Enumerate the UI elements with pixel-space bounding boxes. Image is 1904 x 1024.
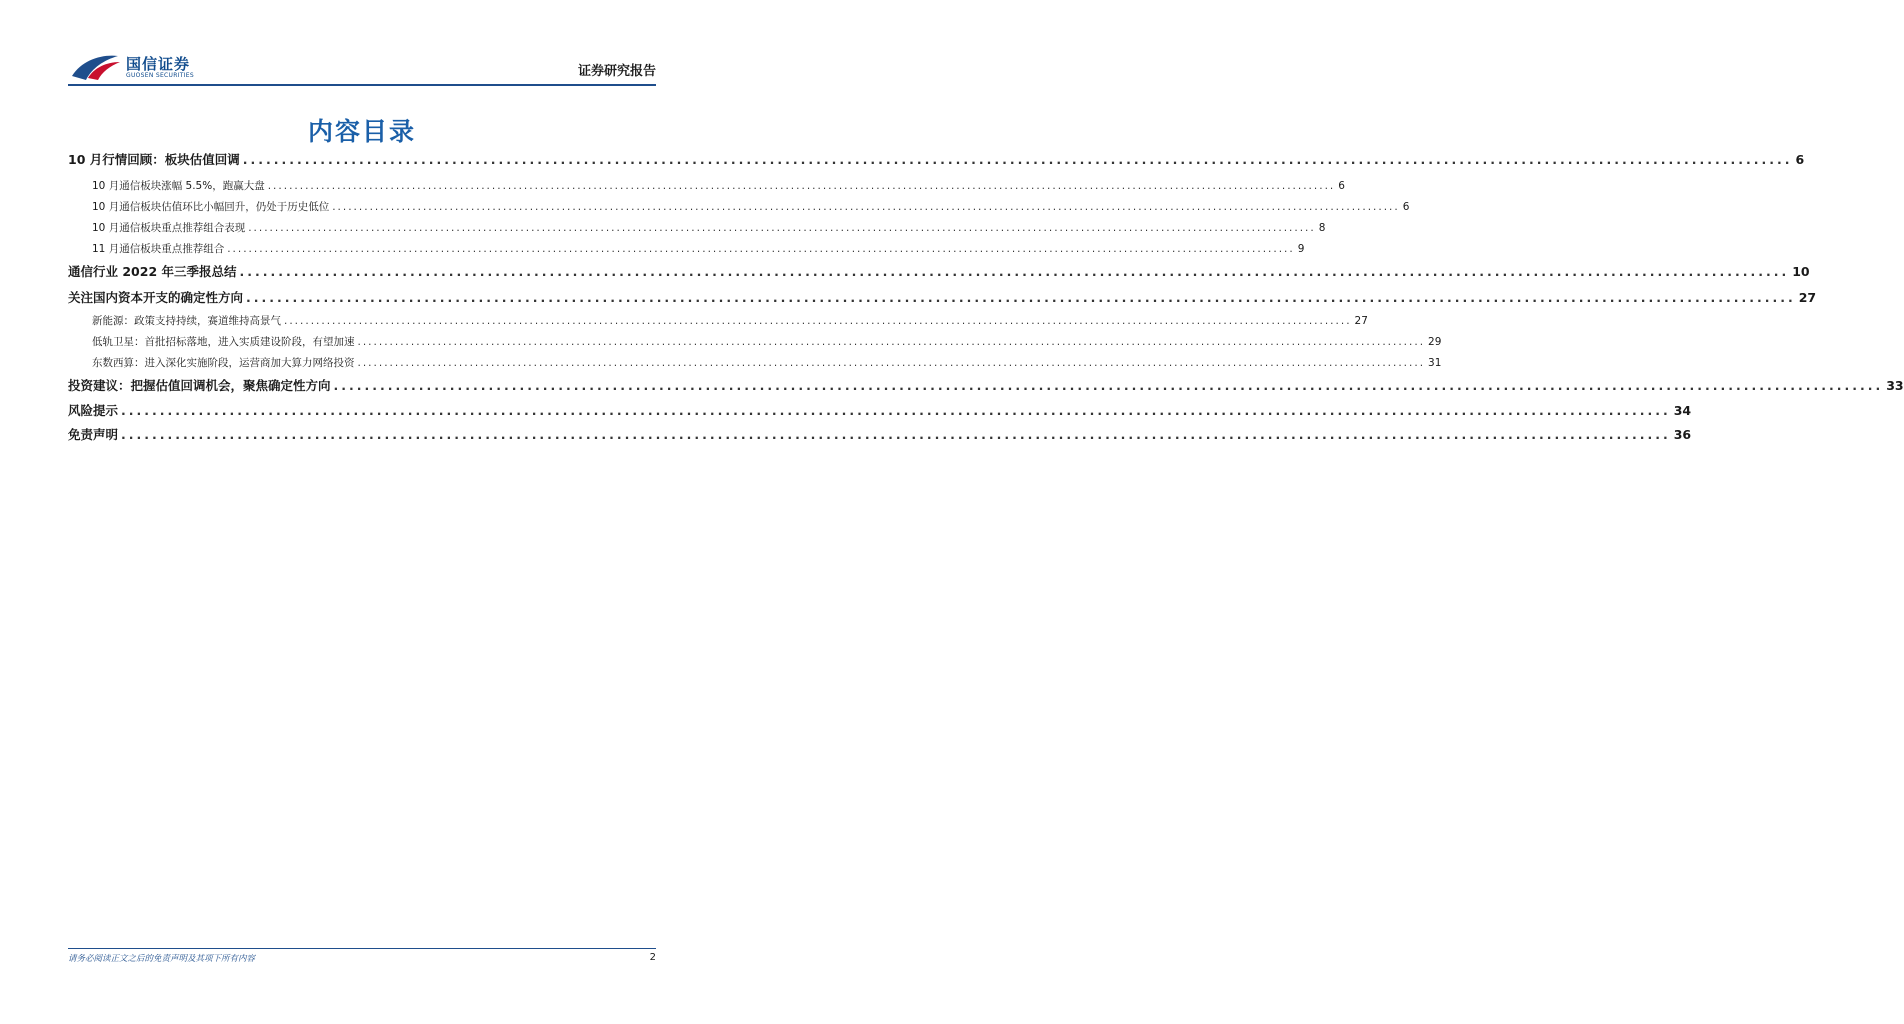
toc-entry-label: 10 月通信板块涨幅 5.5%，跑赢大盘 xyxy=(92,180,265,192)
toc-entry[interactable] xyxy=(92,334,1442,349)
dot-leader: ........................................................................................................................................................................................................ xyxy=(357,357,1426,369)
toc-entry-label: 通信行业 2022 年三季报总结 xyxy=(68,264,237,279)
toc-entry[interactable] xyxy=(68,288,1817,306)
toc-entry[interactable] xyxy=(68,425,1692,443)
dot-leader: ........................................................................................................................................................................................................ xyxy=(121,403,1671,418)
toc-entry[interactable] xyxy=(92,220,1326,235)
toc-entry[interactable] xyxy=(68,401,1692,419)
dot-leader: ........................................................................................................................................................................................................ xyxy=(246,290,1796,305)
toc-entry[interactable] xyxy=(92,355,1442,370)
dot-leader: ........................................................................................................................................................................................................ xyxy=(357,336,1426,348)
toc-entry[interactable] xyxy=(92,199,1410,214)
toc-entry-page: 8 xyxy=(1318,222,1326,234)
dot-leader: ........................................................................................................................................................................................................ xyxy=(227,243,1295,255)
toc-entry-label: 投资建议：把握估值回调机会，聚焦确定性方向 xyxy=(68,378,331,393)
page-number: 2 xyxy=(649,952,656,963)
toc-entry[interactable] xyxy=(92,313,1368,328)
disclaimer-note: 请务必阅读正文之后的免责声明及其项下所有内容 xyxy=(68,954,256,964)
toc-title: 内容目录 xyxy=(307,117,416,146)
toc-entry-page: 34 xyxy=(1673,403,1692,418)
report-type-label: 证券研究报告 xyxy=(577,64,656,79)
toc-entry[interactable] xyxy=(68,376,1904,394)
toc-entry-page: 31 xyxy=(1428,357,1442,369)
header-divider xyxy=(68,84,656,86)
toc-entry[interactable] xyxy=(68,262,1810,280)
toc-entry-page: 29 xyxy=(1428,336,1442,348)
toc-entry-label: 风险提示 xyxy=(68,403,119,418)
toc-entry-label: 11 月通信板块重点推荐组合 xyxy=(92,243,225,255)
dot-leader: ........................................................................................................................................................................................................ xyxy=(284,315,1352,327)
toc-entry[interactable] xyxy=(92,241,1305,256)
toc-entry-label: 东数西算：进入深化实施阶段，运营商加大算力网络投资 xyxy=(92,357,355,369)
dot-leader: ........................................................................................................................................................................................................ xyxy=(333,378,1884,393)
toc-entry-page: 36 xyxy=(1673,427,1692,442)
toc-entry[interactable] xyxy=(92,178,1345,193)
toc-entry-page: 9 xyxy=(1297,243,1305,255)
dot-leader: ........................................................................................................................................................................................................ xyxy=(267,180,1336,192)
toc-entry-label: 10 月通信板块重点推荐组合表现 xyxy=(92,222,246,234)
dot-leader: ........................................................................................................................................................................................................ xyxy=(332,201,1400,213)
dot-leader: ........................................................................................................................................................................................................ xyxy=(121,427,1671,442)
toc-entry-label: 10 月通信板块估值环比小幅回升，仍处于历史低位 xyxy=(92,201,330,213)
toc-entry-page: 33 xyxy=(1886,378,1904,393)
page-header xyxy=(68,48,656,84)
toc-entry-page: 6 xyxy=(1338,180,1345,192)
logo-english-name: GUOSEN SECURITIES xyxy=(126,72,195,79)
toc-entry-page: 10 xyxy=(1792,264,1810,279)
toc-entry-page: 27 xyxy=(1354,315,1368,327)
dot-leader: ........................................................................................................................................................................................................ xyxy=(242,152,1793,167)
toc-entry-label: 10 月行情回顾：板块估值回调 xyxy=(68,152,240,167)
guosen-logo-icon xyxy=(68,50,124,82)
footer-divider xyxy=(68,948,656,949)
toc-entry-page: 6 xyxy=(1402,201,1410,213)
dot-leader: ........................................................................................................................................................................................................ xyxy=(248,222,1316,234)
toc-entry-label: 关注国内资本开支的确定性方向 xyxy=(68,290,244,305)
toc-entry-label: 免责声明 xyxy=(68,427,119,442)
toc-entry-page: 27 xyxy=(1798,290,1817,305)
toc-entry-page: 6 xyxy=(1795,152,1805,167)
company-logo xyxy=(68,50,198,82)
logo-chinese-name: 国信证券 xyxy=(126,55,191,73)
toc-entry-label: 低轨卫星：首批招标落地，进入实质建设阶段，有望加速 xyxy=(92,336,355,348)
dot-leader: ........................................................................................................................................................................................................ xyxy=(239,264,1790,279)
toc-entry-label: 新能源：政策支持持续，赛道维持高景气 xyxy=(92,315,281,327)
toc-entry[interactable] xyxy=(68,150,1805,168)
